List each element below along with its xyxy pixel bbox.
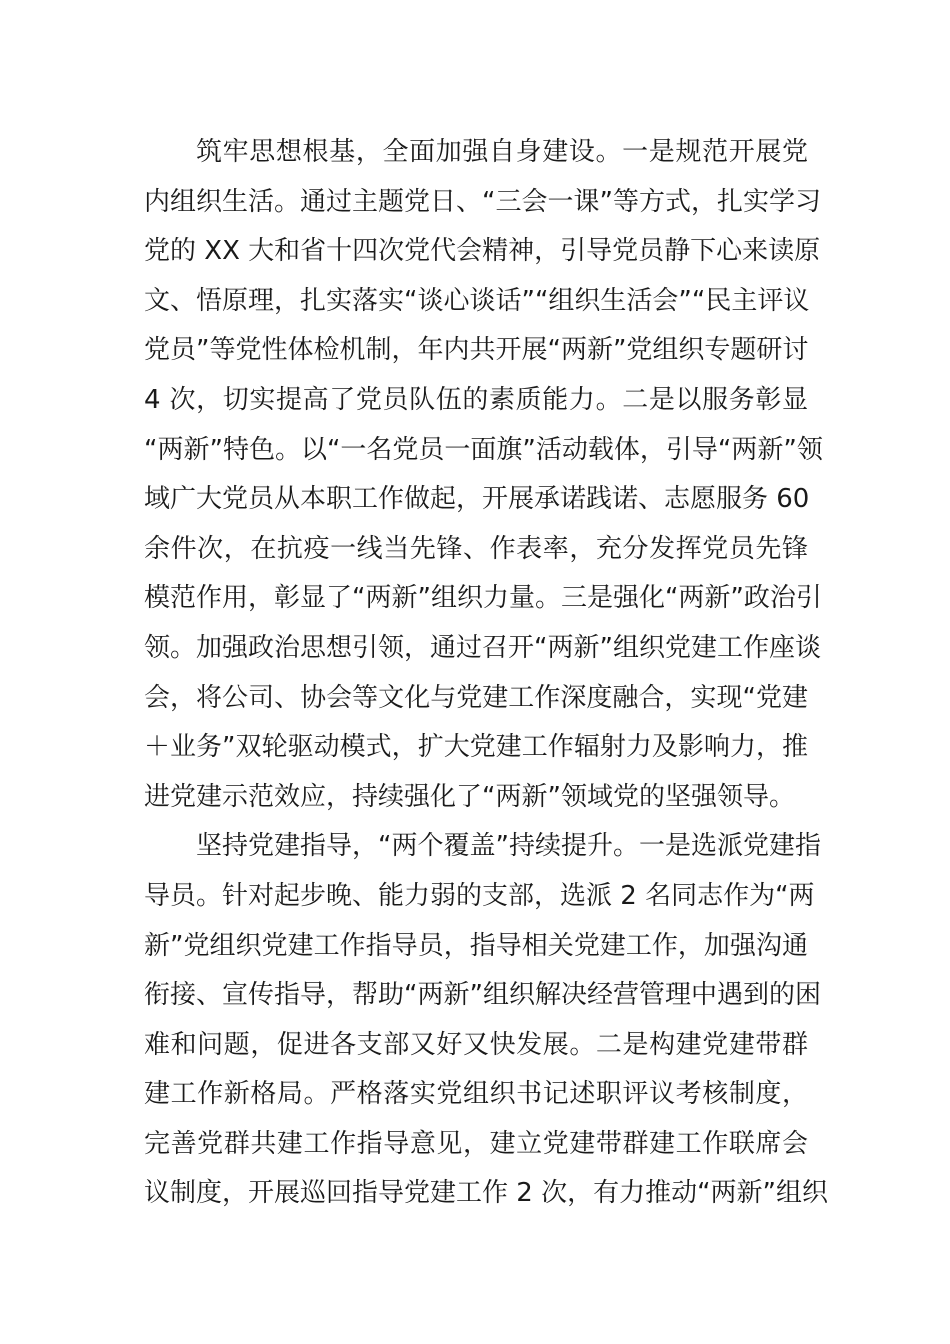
text-line: 会，将公司、协会等文化与党建工作深度融合，实现“党建 [144, 682, 808, 713]
text-line: 余件次，在抗疫一线当先锋、作表率，充分发挥党员先锋 [144, 533, 808, 564]
text-line: 文、悟原理，扎实落实“谈心谈话”“组织生活会”“民主评议 [144, 285, 810, 316]
text-line: 新”党组织党建工作指导员，指导相关党建工作，加强沟通 [144, 930, 808, 961]
text-line: 领。加强政治思想引领，通过召开“两新”组织党建工作座谈 [144, 632, 821, 663]
text-line: “两新”特色。以“一名党员一面旗”活动载体，引导“两新”领 [144, 434, 823, 465]
text-line: 难和问题，促进各支部又好又快发展。二是构建党建带群 [144, 1029, 808, 1060]
text-line: 议制度，开展巡回指导党建工作 2 次，有力推动“两新”组织 [144, 1178, 829, 1209]
document-body [144, 128, 829, 1219]
text-line: 筑牢思想根基，全面加强自身建设。一是规范开展党 [196, 137, 808, 167]
text-line: 域广大党员从本职工作做起，开展承诺践诺、志愿服务 60 [144, 484, 810, 515]
text-line: 党的 XX 大和省十四次党代会精神，引导党员静下心来读原 [144, 236, 821, 267]
text-line: ＋业务”双轮驱动模式，扩大党建工作辐射力及影响力，推 [144, 732, 808, 763]
text-line: 导员。针对起步晚、能力弱的支部，选派 2 名同志作为“两 [144, 880, 815, 911]
paragraph-2 [144, 822, 829, 1219]
paragraph-1 [144, 128, 823, 822]
text-line: 4 次，切实提高了党员队伍的素质能力。二是以服务彰显 [144, 384, 808, 415]
text-line: 模范作用，彰显了“两新”组织力量。三是强化“两新”政治引 [144, 583, 822, 614]
text-line: 内组织生活。通过主题党日、“三会一课”等方式，扎实学习 [144, 186, 821, 217]
text-line: 党员”等党性体检机制，年内共开展“两新”党组织专题研讨 [144, 335, 809, 366]
text-line: 建工作新格局。严格落实党组织书记述职评议考核制度， [144, 1079, 808, 1110]
text-line: 坚持党建指导，“两个覆盖”持续提升。一是选派党建指 [196, 831, 821, 862]
text-line: 衔接、宣传指导，帮助“两新”组织解决经营管理中遇到的困 [144, 980, 821, 1011]
text-line: 完善党群共建工作指导意见，建立党建带群建工作联席会 [144, 1128, 808, 1159]
text-line: 进党建示范效应，持续强化了“两新”领域党的坚强领导。 [144, 781, 795, 812]
